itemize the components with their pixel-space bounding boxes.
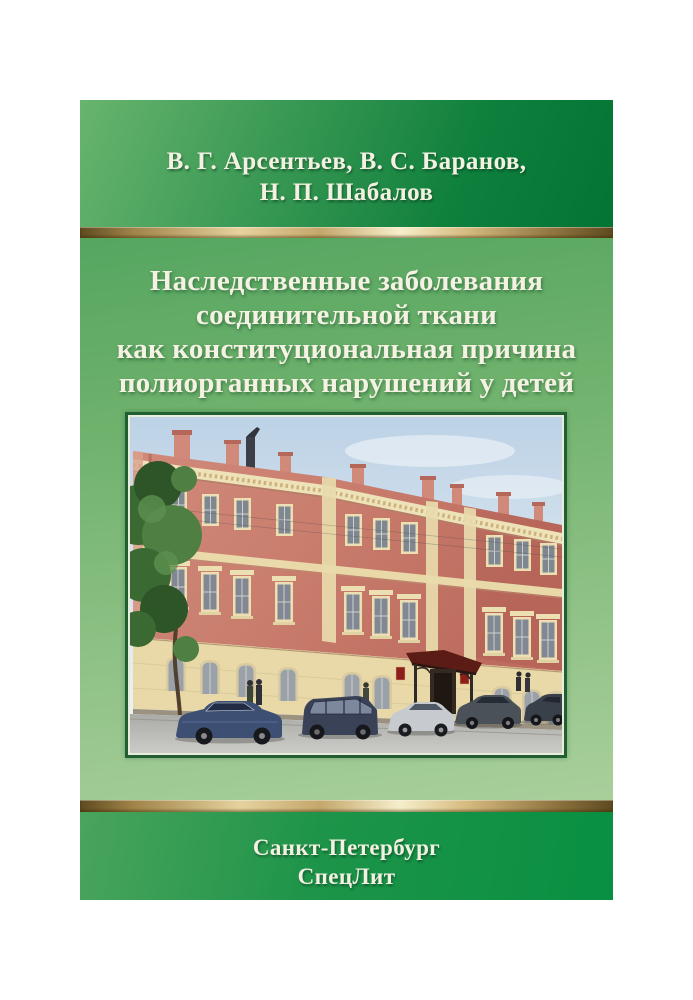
publisher-name: СпецЛит <box>297 864 396 889</box>
title-line-2: соединительной ткани <box>196 299 497 331</box>
title-line-3: как конституциональная причина <box>116 333 577 365</box>
author-line-1: В. Г. Арсентьев, В. С. Баранов, <box>166 148 527 175</box>
publisher-city: Санкт-Петербург <box>252 835 441 860</box>
gold-divider-top <box>80 227 613 238</box>
author-line-2: Н. П. Шабалов <box>259 179 434 206</box>
author-band <box>80 100 613 227</box>
title-line-4: полиорганных нарушений у детей <box>118 367 575 399</box>
book-title <box>80 238 613 400</box>
authors-block <box>80 100 613 208</box>
gold-divider-bottom <box>80 800 613 812</box>
title-line-1: Наследственные заболевания <box>149 265 544 297</box>
publisher-block <box>80 812 613 891</box>
building-photo <box>130 417 562 753</box>
publisher-band <box>80 812 613 900</box>
photo-inner-border <box>128 415 564 755</box>
photo-frame <box>125 412 567 758</box>
book-cover <box>80 100 613 900</box>
